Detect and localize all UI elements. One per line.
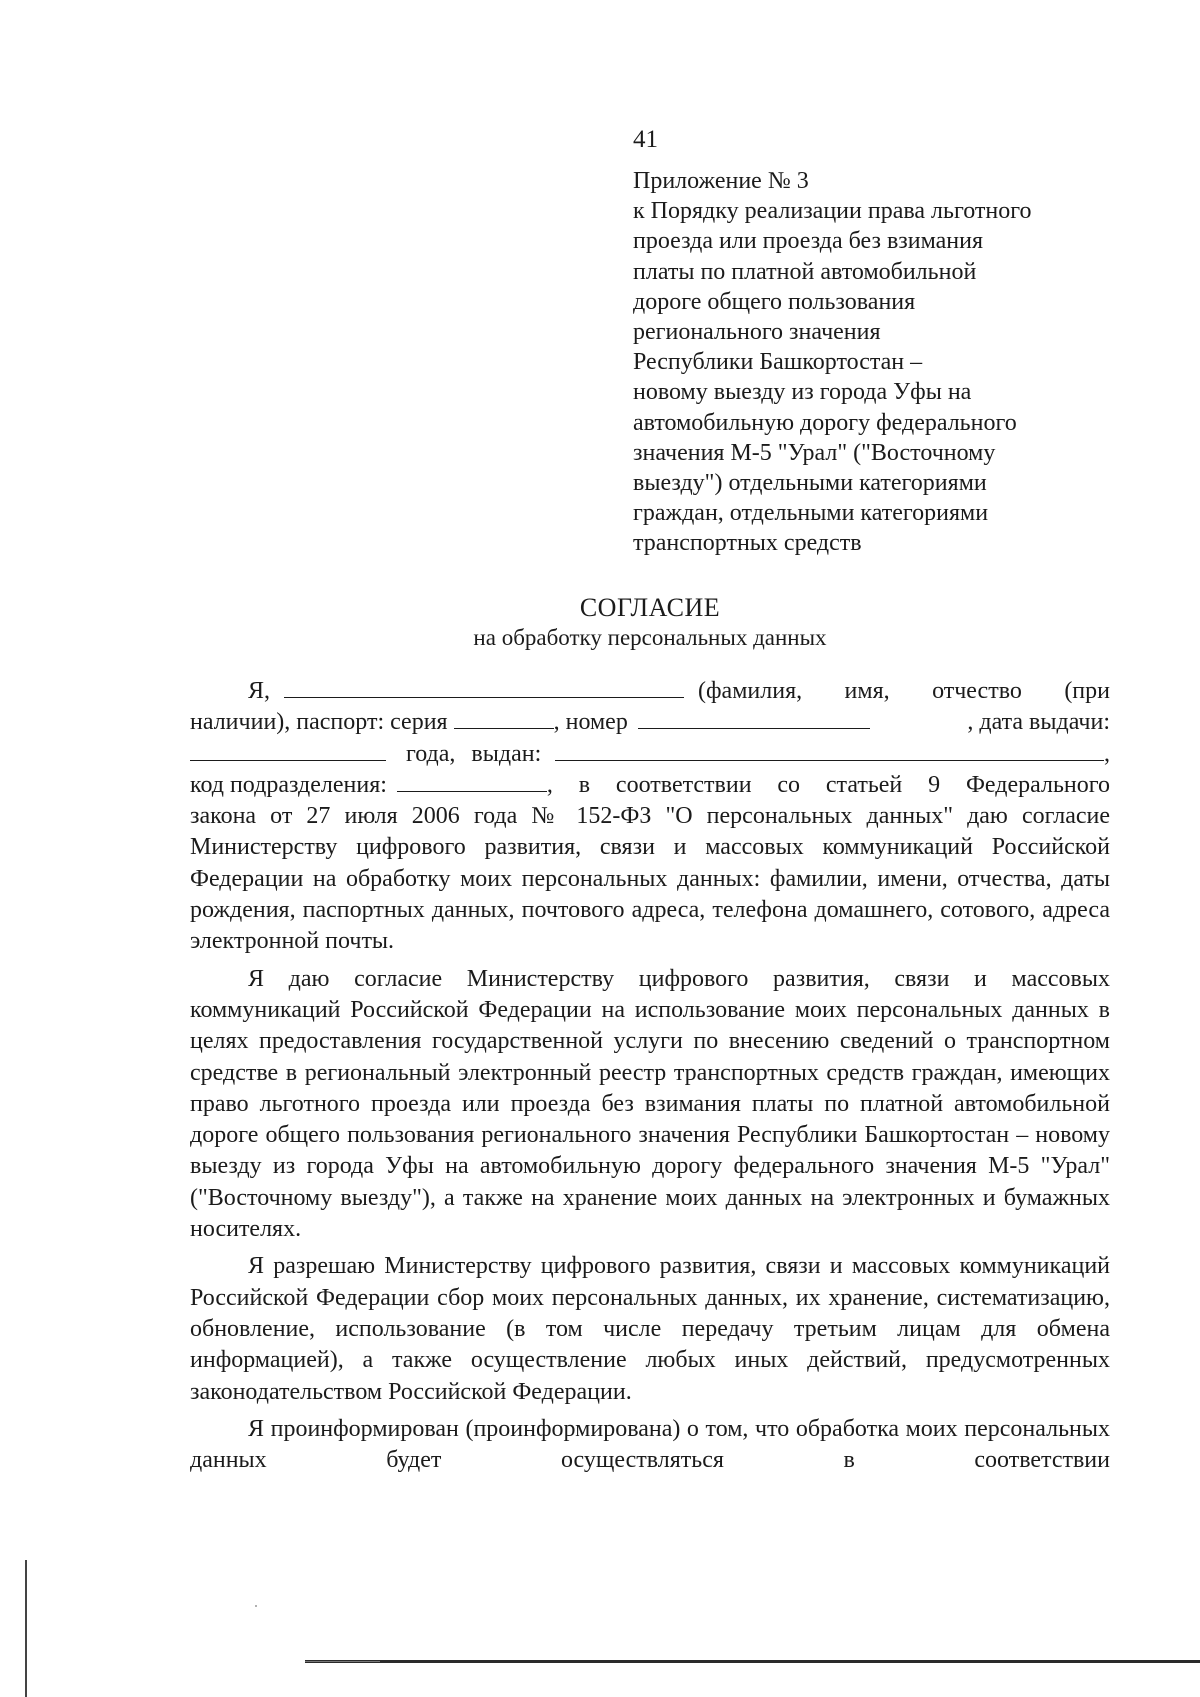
form-label-issue-date: , дата выдачи: bbox=[967, 709, 1110, 736]
form-row-passport bbox=[190, 707, 1110, 738]
full-name-field[interactable] bbox=[284, 677, 684, 698]
consent-paragraph-1: закона от 27 июля 2006 года № 152-ФЗ "О персональных данных" даю согласие Министерству цифрового развития, связи и массовых коммуникаций Российской Федерации на обработку моих персональных данных: фамилии, имени, отчества, даты рождения, паспортных данных, почтового адреса, телефона домашнего, сотового, адреса электронной почты. bbox=[190, 803, 1110, 955]
issue-date-field[interactable] bbox=[190, 740, 386, 761]
form-label-federal-law: , в соответствии со статьей 9 Федерального bbox=[546, 771, 1110, 798]
consent-paragraph-3: Я разрешаю Министерству цифрового развития, связи и массовых коммуникаций Российской Федерации сбор моих персональных данных, их хранение, систематизацию, обновление, использование (в том числе передачу третьим лицам для обмена информацией), а также осуществление любых иных действий, предусмотренных законодательством Российской Федерации. bbox=[190, 1253, 1110, 1405]
page-number: 41 bbox=[633, 126, 658, 153]
appendix-line: граждан, отдельными категориями bbox=[633, 500, 989, 527]
scan-bottom-rule bbox=[305, 1660, 1200, 1663]
appendix-line: Республики Башкортостан – bbox=[633, 349, 923, 376]
consent-paragraph-4: Я проинформирован (проинформирована) о том, что обработка моих персональных данных будет осуществляться в соответствии bbox=[190, 1415, 1110, 1474]
form-row-name bbox=[190, 676, 1110, 707]
appendix-line: дороге общего пользования bbox=[633, 288, 916, 315]
scan-bottom-rule-thin bbox=[305, 1661, 380, 1662]
form-label-i: Я, bbox=[248, 678, 271, 704]
appendix-line: Приложение № 3 bbox=[633, 168, 809, 194]
form-label-division-code: код подразделения: bbox=[190, 771, 387, 798]
consent-body bbox=[190, 676, 1110, 1482]
form-row-division-code bbox=[190, 770, 1110, 801]
passport-number-field[interactable] bbox=[638, 708, 870, 729]
division-code-field[interactable] bbox=[397, 771, 547, 792]
appendix-line: выезду") отдельными категориями bbox=[633, 470, 987, 497]
appendix-line: к Порядку реализации права льготного bbox=[633, 198, 1032, 225]
appendix-line: проезда или проезда без взимания bbox=[633, 228, 984, 255]
appendix-line: транспортных средств bbox=[633, 530, 862, 557]
consent-paragraph-2: Я даю согласие Министерству цифрового развития, связи и массовых коммуникаций Российской Федерации на использование моих персональных данных в целях предоставления государственной услуги по внесению сведений о транспортном средстве в региональный электронный реестр транспортных средств граждан, имеющих право льготного проезда или проезда без взимания платы по платной автомобильной дороге общего пользования регионального значения Республики Башкортостан – новому выезду из города Уфы на автомобильную дорогу федерального значения М-5 "Урал" ("Восточному выезду"), а также на хранение моих данных на электронных и бумажных носителях. bbox=[190, 965, 1110, 1243]
document-subtitle: на обработку персональных данных bbox=[473, 625, 827, 650]
form-label-number: , номер bbox=[553, 709, 628, 736]
appendix-line: платы по платной автомобильной bbox=[633, 258, 977, 285]
appendix-line: значения М-5 "Урал" ("Восточному bbox=[633, 439, 996, 466]
scan-speck bbox=[255, 1605, 257, 1607]
issued-by-field[interactable] bbox=[555, 740, 1104, 761]
form-label-issued-by: года, выдан: bbox=[406, 740, 542, 767]
personal-details-form bbox=[190, 676, 1110, 801]
form-label-full-name: (фамилия, имя, отчество (при bbox=[698, 678, 1110, 704]
scan-margin-line bbox=[25, 1560, 27, 1697]
appendix-line: регионального значения bbox=[633, 319, 881, 346]
document-title: СОГЛАСИЕ bbox=[579, 593, 721, 622]
form-row-issued bbox=[190, 739, 1110, 770]
appendix-line: новому выезду из города Уфы на bbox=[633, 379, 972, 406]
passport-series-field[interactable] bbox=[454, 708, 554, 729]
form-label-passport-series: наличии), паспорт: серия bbox=[190, 709, 448, 736]
form-comma: , bbox=[1104, 740, 1110, 767]
appendix-header bbox=[633, 166, 1103, 559]
appendix-line: автомобильную дорогу федерального bbox=[633, 409, 1017, 436]
